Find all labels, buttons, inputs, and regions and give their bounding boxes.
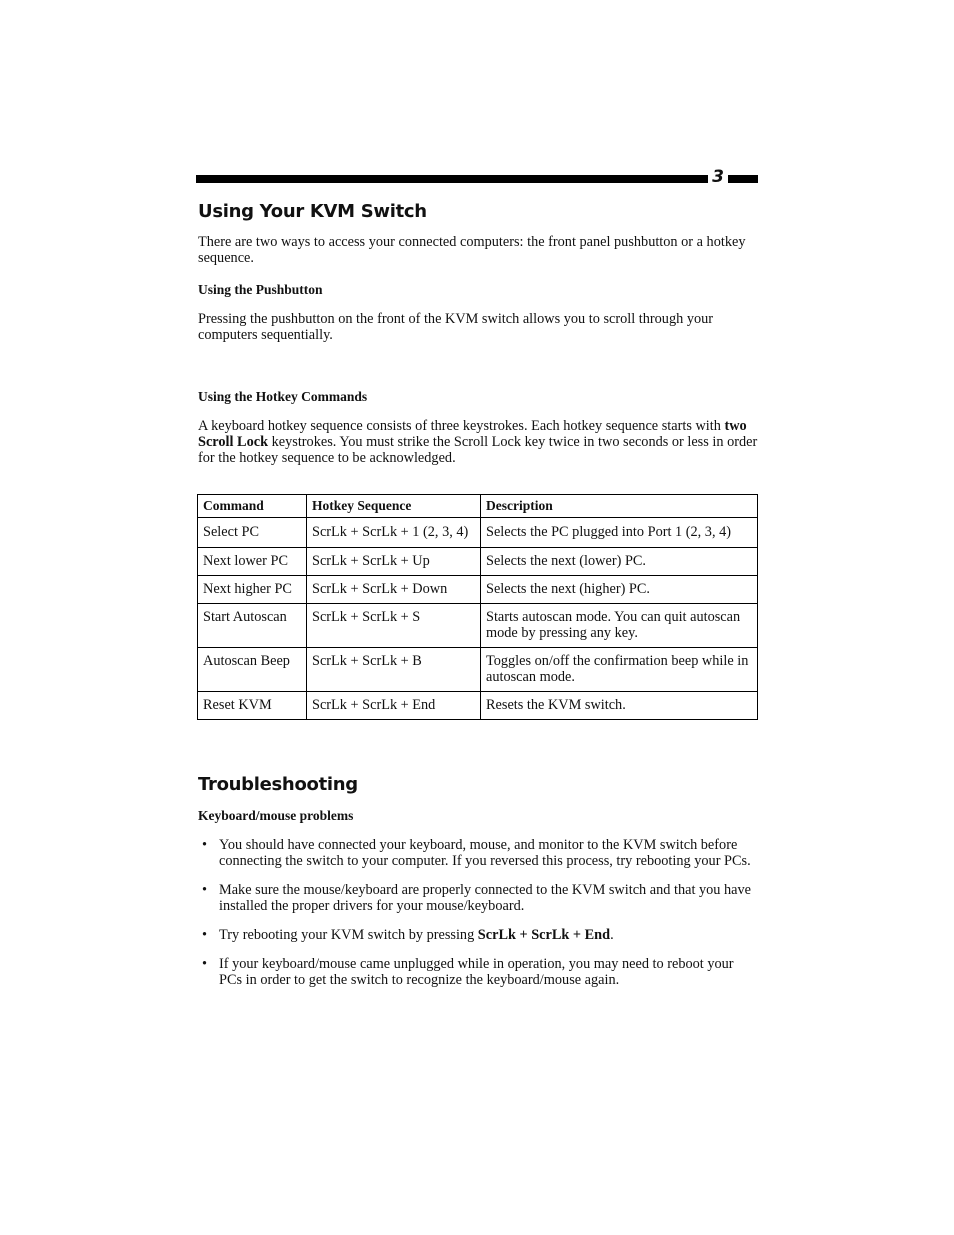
table-cell-description: Selects the next (lower) PC. <box>481 548 758 576</box>
subheading-pushbutton: Using the Pushbutton <box>198 282 323 297</box>
list-item <box>198 927 758 943</box>
page-content <box>198 200 758 988</box>
table-row <box>198 548 758 576</box>
table-cell-description: Selects the PC plugged into Port 1 (2, 3, 4) <box>481 518 758 548</box>
section-title-using-kvm: Using Your KVM Switch <box>198 201 427 222</box>
header-rule-left <box>196 175 708 183</box>
table-cell-hotkey: ScrLk + ScrLk + 1 (2, 3, 4) <box>307 518 481 548</box>
list-item <box>198 956 758 988</box>
table-cell-hotkey: ScrLk + ScrLk + Down <box>307 576 481 604</box>
list-item <box>198 837 758 869</box>
page-number: 3 <box>712 167 724 187</box>
header-rule-right <box>728 175 758 183</box>
intro-paragraph: There are two ways to access your connected computers: the front panel pushbutton or a hotkey sequence. <box>198 234 746 266</box>
section-title-troubleshooting: Troubleshooting <box>198 774 358 795</box>
hotkeys-text-after: keystrokes. You must strike the Scroll Lock key twice in two seconds or less in order for the hotkey sequence to be acknowledged. <box>198 434 758 466</box>
table-header-hotkey: Hotkey Sequence <box>307 495 481 518</box>
table-cell-description: Selects the next (higher) PC. <box>481 576 758 604</box>
table-header-row <box>198 495 758 518</box>
subheading-hotkeys: Using the Hotkey Commands <box>198 389 368 404</box>
hotkeys-text-before: A keyboard hotkey sequence consists of three keystrokes. Each hotkey sequence starts with <box>198 418 725 434</box>
table-row <box>198 648 758 692</box>
table-cell-command: Reset KVM <box>198 692 307 720</box>
table-cell-hotkey: ScrLk + ScrLk + Up <box>307 548 481 576</box>
hotkeys-paragraph <box>198 418 758 466</box>
table-row <box>198 692 758 720</box>
bullet-icon: • <box>202 927 208 943</box>
list-item-text-bold: ScrLk + ScrLk + End <box>477 927 611 943</box>
list-item-text-after: . <box>610 927 614 943</box>
pushbutton-paragraph: Pressing the pushbutton on the front of the KVM switch allows you to scroll through your computers sequentially. <box>198 311 714 343</box>
table-cell-hotkey: ScrLk + ScrLk + B <box>307 648 481 692</box>
table-cell-description: Resets the KVM switch. <box>481 692 758 720</box>
list-item-text: If your keyboard/mouse came unplugged while in operation, you may need to reboot your PCs in order to get the switch to recognize the keyboard/mouse again. <box>219 956 734 988</box>
table-cell-command: Next higher PC <box>198 576 307 604</box>
list-item-text-before: Try rebooting your KVM switch by pressing <box>219 927 478 943</box>
hotkey-table <box>197 494 758 720</box>
list-item-text: You should have connected your keyboard, mouse, and monitor to the KVM switch before connecting the switch to your computer. If you reversed this process, try rebooting your PCs. <box>219 837 751 869</box>
bullet-icon: • <box>202 882 208 898</box>
table-cell-command: Select PC <box>198 518 307 548</box>
table-cell-command: Autoscan Beep <box>198 648 307 692</box>
list-item <box>198 882 758 914</box>
page-header-bar <box>196 167 758 187</box>
table-cell-command: Start Autoscan <box>198 604 307 648</box>
table-row <box>198 576 758 604</box>
table-cell-description: Starts autoscan mode. You can quit autoscan mode by pressing any key. <box>481 604 758 648</box>
list-item-text: Make sure the mouse/keyboard are properly connected to the KVM switch and that you have installed the proper drivers for your mouse/keyboard. <box>219 882 751 914</box>
subheading-keyboard-mouse: Keyboard/mouse problems <box>198 808 354 823</box>
table-cell-description: Toggles on/off the confirmation beep while in autoscan mode. <box>481 648 758 692</box>
table-row <box>198 604 758 648</box>
table-row <box>198 518 758 548</box>
table-header-description: Description <box>481 495 758 518</box>
table-cell-hotkey: ScrLk + ScrLk + S <box>307 604 481 648</box>
table-cell-hotkey: ScrLk + ScrLk + End <box>307 692 481 720</box>
bullet-icon: • <box>202 837 208 853</box>
table-header-command: Command <box>198 495 307 518</box>
hotkeys-text-bold: two Scroll Lock <box>198 418 747 450</box>
troubleshooting-list <box>198 837 758 988</box>
bullet-icon: • <box>202 956 208 972</box>
table-cell-command: Next lower PC <box>198 548 307 576</box>
